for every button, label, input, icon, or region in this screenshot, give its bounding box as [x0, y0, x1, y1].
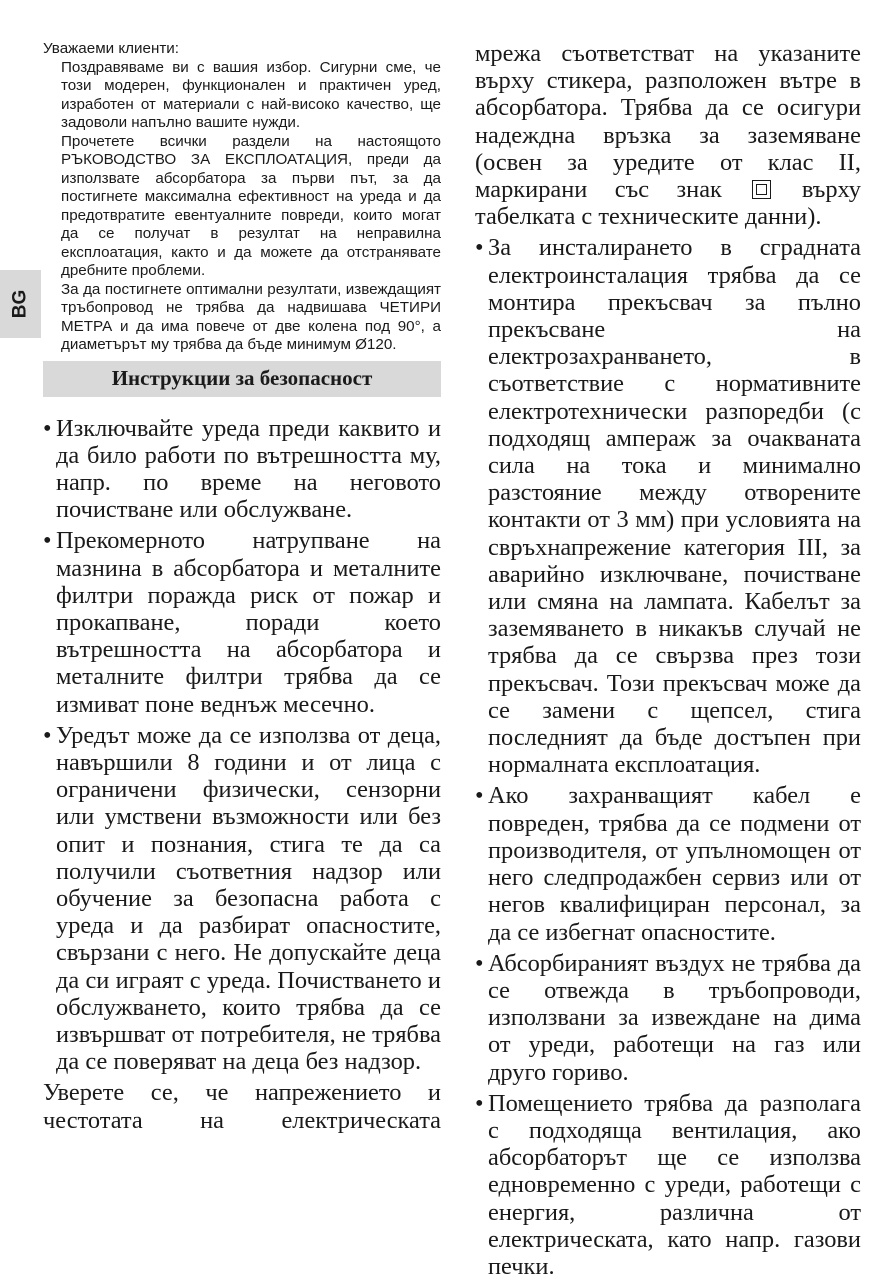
greeting: Уважаеми клиенти: — [43, 40, 179, 57]
list-item-text: Уредът може да се използва от деца, навършили 8 години и от лица с ограничени физически, сензорни или умствени възможности или без опит и познания, стига те да са получили съответния надзор или обучение за безопасна работа с уреда и да разбират опасностите, свързани с него. Не допускайте деца да си играят с уреда. Почистването и обслужването, които трябва да се извършват от потребителя, не трябва да се поверяват на деца без надзор. — [56, 721, 441, 1076]
bullet-icon: • — [43, 414, 52, 442]
continued-paragraph: Уверете се, че напрежението и честотата на електрическата — [43, 1079, 441, 1134]
list-item — [43, 527, 441, 717]
intro-paragraph: Поздравяваме ви с вашия избор. Сигурни сме, че този модерен, функционален и практичен уред, изработен от материали с най-високо качество, ще задоволи напълно вашите нужди. — [61, 58, 441, 131]
double-square-icon — [752, 180, 771, 199]
list-item — [43, 415, 441, 524]
intro-block — [43, 40, 441, 355]
paragraph-text-after-icon: върху табелката с техническите данни). — [475, 176, 861, 231]
bullet-icon: • — [43, 721, 52, 749]
list-item-text: Ако захранващият кабел е повреден, трябва да се подмени от производителя, от упълномощен от него следпродажбен сервиз или от негов квалифициран персонал, за да се избегнат опасностите. — [488, 782, 861, 946]
list-item-text: Помещението трябва да разполага с подходяща вентилация, ако абсорбаторът ще се използва едновременно с уреди, работещи с енергия, различна от електрическата, като напр. газови печки. — [488, 1089, 861, 1280]
list-item-text: За инсталирането в сградната електроинсталация трябва да се монтира прекъсвач за пълно прекъсване на електрозахранването, в съответствие с нормативните електротехнически разпоредби (с подходящ ампераж за очакваната сила на тока и минимално разстояние между отворените контакти от 3 мм) при условията на свръхнапрежение категория III, за аварийно изключване, почистване или смяна на лампата. Кабелът за заземяването в никакъв случай не трябва да се свързва през този прекъсвач. Този прекъсвач може да се замени с щепсел, стига последният да бъде достъпен при нормалната експлоатация. — [488, 234, 861, 779]
list-item-text: Изключвайте уреда преди каквито и да било работи по вътрешността му, напр. по време на неговото почистване или обслужване. — [56, 414, 441, 524]
continued-paragraph-end — [475, 40, 861, 230]
bullet-icon: • — [475, 949, 484, 977]
bullet-icon: • — [475, 234, 484, 262]
list-item-text: Прекомерното натрупване на мазнина в абсорбатора и металните филтри поражда риск от пожар и прокапване, поради което вътрешността на абсорбатора и металните филтри трябва да се измиват поне веднъж месечно. — [56, 527, 441, 718]
intro-paragraph: Прочетете всички раздели на настоящото РЪКОВОДСТВО ЗА ЕКСПЛОАТАЦИЯ, преди да използвате абсорбатора за първи път, за да постигнете максимална ефективност на уреда и да предотвратите евентуалните повреди, които могат да се получат в резултат на неправилна експлоатация, както и да можете да отстранявате дребните проблеми. — [61, 132, 441, 279]
bullet-icon: • — [475, 782, 484, 810]
section-title: Инструкции за безопасност — [111, 366, 373, 390]
paragraph-text-before-icon: мрежа съответстват на указаните върху стикера, разположен вътре в абсорбатора. Трябва да се осигури надеждна връзка за заземяване (освен за уредите от клас II, маркирани със знак — [475, 40, 861, 204]
list-item-text: Абсорбираният въздух не трябва да се отвежда в тръбопроводи, използвани за извеждане на дима от уреди, работещи на газ или друго гориво. — [488, 949, 861, 1086]
section-heading — [43, 361, 441, 397]
bullet-icon: • — [475, 1089, 484, 1117]
left-column — [43, 40, 441, 1134]
language-tab-label: BG — [9, 289, 31, 319]
list-item — [475, 782, 861, 945]
intro-paragraph: За да постигнете оптимални резултати, извеждащият тръбопровод не трябва да надвишава ЧЕТИРИ МЕТРА и да има повече от две колена под 90°, а диаметърът му трябва да бъде минимум Ø120. — [61, 280, 441, 353]
language-tab — [0, 270, 41, 338]
list-item — [475, 234, 861, 778]
list-item — [475, 1090, 861, 1280]
list-item — [475, 950, 861, 1086]
safety-list-left — [43, 415, 441, 1134]
bullet-icon: • — [43, 527, 52, 555]
right-column — [475, 40, 861, 1284]
list-item — [43, 722, 441, 1076]
